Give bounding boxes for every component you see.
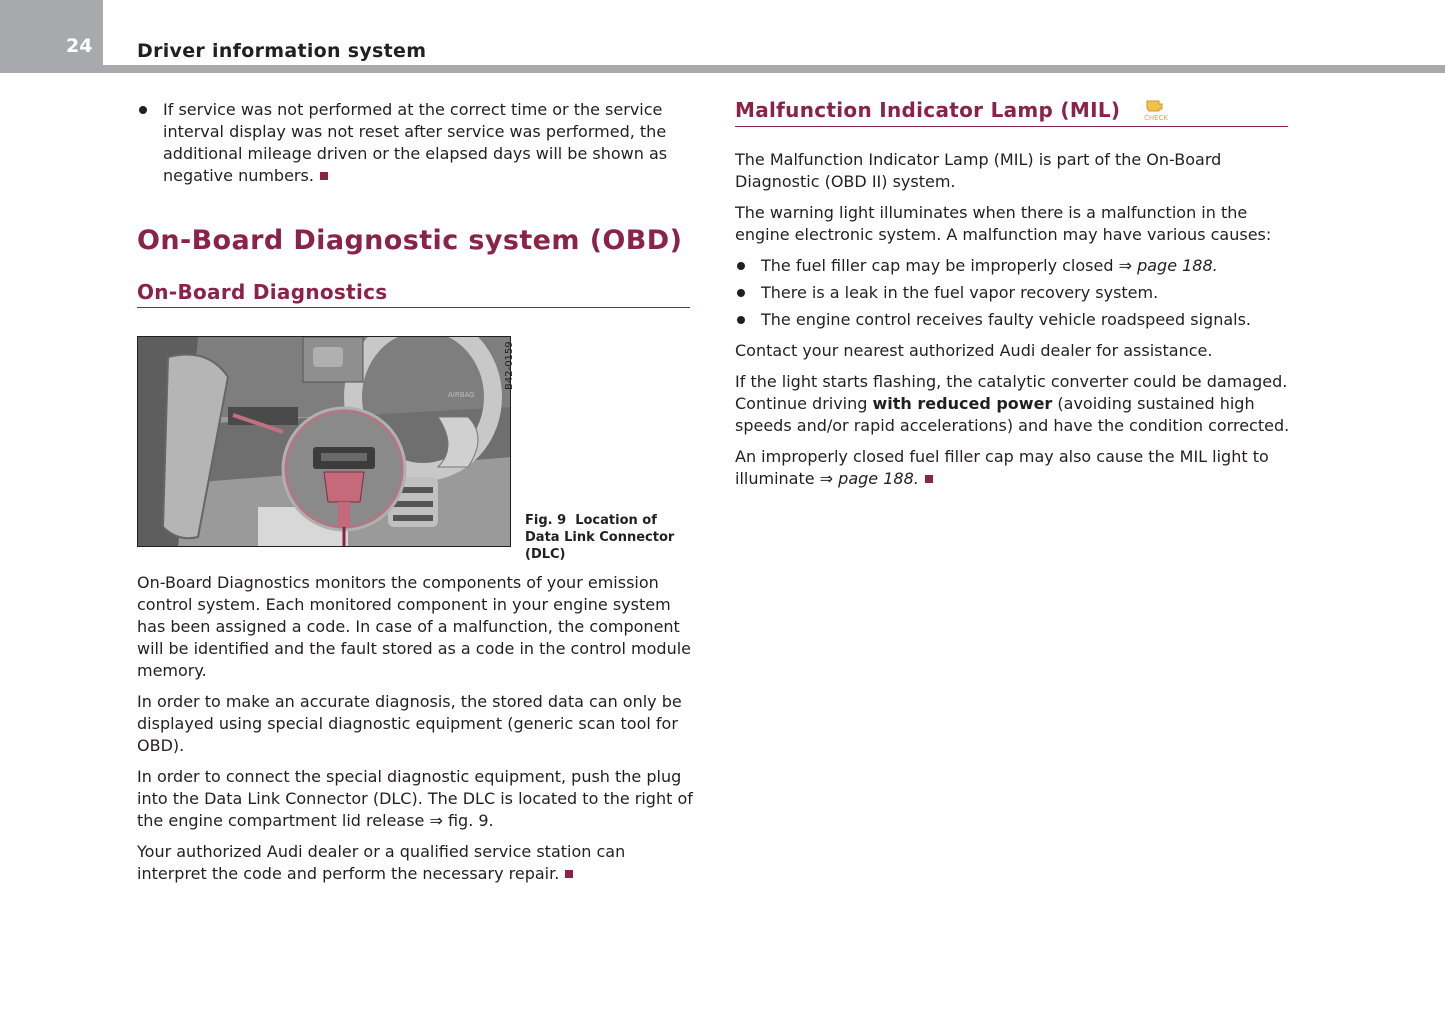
end-mark: [925, 475, 933, 483]
obd-heading: On-Board Diagnostic system (OBD): [137, 225, 683, 256]
mil-bullet-3-text: The engine control receives faulty vehicle roadspeed signals.: [761, 310, 1252, 329]
mil-paragraph-3: Contact your nearest authorized Audi dealer for assistance.: [735, 341, 1213, 360]
mil-paragraph-5: [735, 446, 1291, 490]
mil-heading-rule: [735, 126, 1288, 127]
mil-paragraph-5-text: An improperly closed fuel filler cap may also cause the MIL light to illuminate ⇒: [735, 447, 1269, 488]
mil-bullet-2-text: There is a leak in the fuel vapor recovery system.: [761, 283, 1159, 302]
obd-paragraph-1: On-Board Diagnostics monitors the components of your emission control system. Each monitored component in your engine system has been assigned a code. In case of a malfunction, the component will be identified and the fault stored as a code in the control module memory.: [137, 573, 691, 680]
mil-paragraph-4-post: (avoiding sustained high speeds and/or rapid accelerations) and have the condition corrected.: [735, 394, 1290, 435]
subheading-rule: [137, 307, 690, 308]
obd-paragraph-4-text: Your authorized Audi dealer or a qualified service station can interpret the code and perform the necessary repair.: [137, 842, 626, 883]
section-title: Driver information system: [137, 40, 427, 62]
bullet-dot: [737, 289, 745, 297]
end-mark: [320, 172, 328, 180]
mil-body: [735, 149, 1291, 499]
intro-bullet: [137, 99, 693, 187]
bullet-dot: [737, 316, 745, 324]
mil-paragraph-4-pre: If the light starts flashing, the catalytic converter could be damaged. Continue driving: [735, 372, 1288, 413]
figure-code: [503, 340, 515, 390]
check-icon-text: CHECK: [1144, 114, 1168, 122]
bullet-dot: [139, 106, 147, 114]
obd-paragraph-2: In order to make an accurate diagnosis, the stored data can only be displayed using special diagnostic equipment (generic scan tool for OBD).: [137, 692, 682, 755]
page-number: 24: [66, 35, 93, 57]
obd-subheading: On-Board Diagnostics: [137, 280, 388, 304]
mil-bullet-2: [735, 282, 1291, 304]
caption-text: Location of Data Link Connector (DLC): [525, 513, 675, 562]
figure-caption: [525, 512, 695, 563]
header-bar: [103, 65, 1445, 73]
mil-bullet-1-text: The fuel filler cap may be improperly closed ⇒: [761, 256, 1138, 275]
obd-paragraph-4: [137, 841, 693, 885]
airbag-label: AIRBAG: [448, 391, 475, 399]
mil-paragraph-2: The warning light illuminates when there is a malfunction in the engine electronic system. A malfunction may have various causes:: [735, 203, 1272, 244]
end-mark: [565, 870, 573, 878]
mil-paragraph-4-bold: with reduced power: [872, 394, 1053, 413]
intro-block: [137, 99, 693, 192]
caption-label: Fig. 9: [525, 513, 567, 528]
page-reference: page 188.: [1137, 256, 1218, 275]
intro-bullet-text: If service was not performed at the correct time or the service interval display was not reset after service was performed, the additional mileage driven or the elapsed days will be shown as negative numbers.: [163, 100, 668, 185]
mil-bullet-3: [735, 309, 1291, 331]
figure-code-text: B42-0159: [504, 341, 515, 390]
page-reference: page 188.: [838, 469, 919, 488]
dashboard-illustration: [138, 337, 511, 547]
check-engine-icon: [1142, 98, 1168, 122]
mil-bullet-1: [735, 255, 1291, 277]
dlc-location-figure: [137, 336, 511, 547]
bullet-dot: [737, 262, 745, 270]
mil-heading: Malfunction Indicator Lamp (MIL): [735, 98, 1121, 122]
mil-paragraph-4: [735, 371, 1291, 437]
mil-paragraph-1: The Malfunction Indicator Lamp (MIL) is part of the On-Board Diagnostic (OBD II) system.: [735, 150, 1222, 191]
obd-body: [137, 572, 693, 894]
obd-paragraph-3: In order to connect the special diagnostic equipment, push the plug into the Data Link Connector (DLC). The DLC is located to the right of the engine compartment lid release ⇒ fig. 9.: [137, 767, 693, 830]
